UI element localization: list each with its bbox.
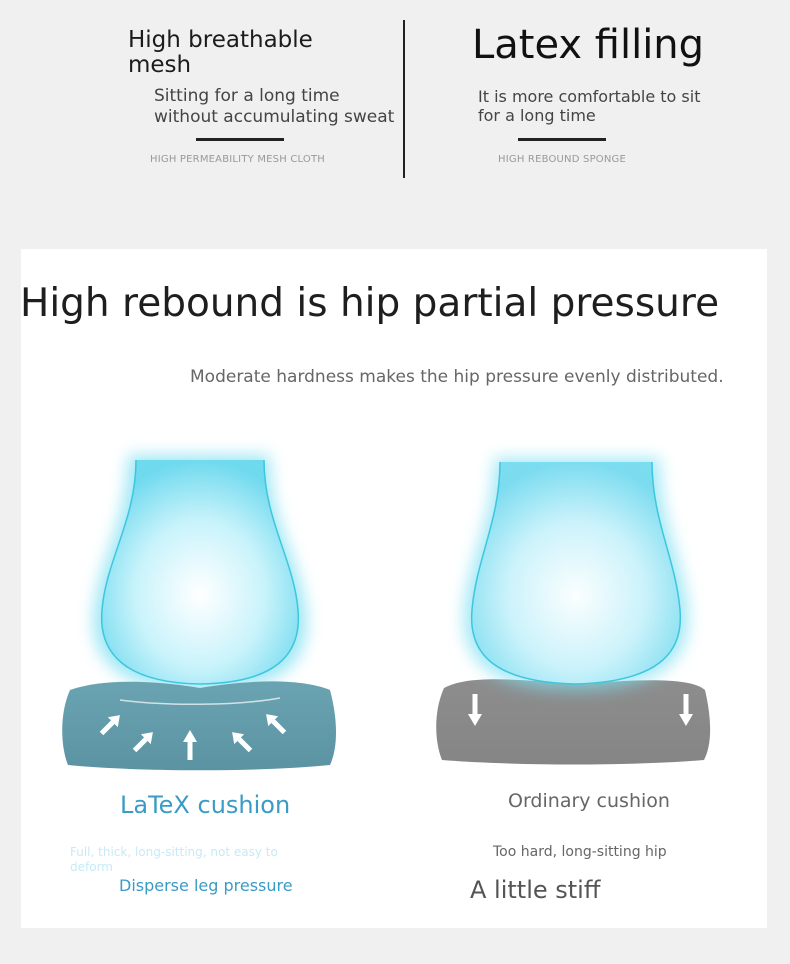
mesh-feature-caption: HIGH PERMEABILITY MESH CLOTH (150, 154, 326, 165)
latex-cushion-benefit: Disperse leg pressure (119, 876, 293, 895)
latex-feature-title: Latex filling (472, 22, 705, 68)
latex-hip-figure (93, 455, 307, 692)
ordinary-cushion-label: Ordinary cushion (508, 790, 670, 812)
latex-feature-description: It is more comfortable to sit for a long time (478, 87, 701, 125)
ordinary-cushion-drawback: A little stiff (470, 876, 601, 904)
ordinary-cushion-note: Too hard, long-sitting hip (493, 844, 667, 860)
comparison-headline: High rebound is hip partial pressure (20, 281, 720, 326)
mesh-feature-description: Sitting for a long time without accumulating sweat (154, 86, 395, 127)
latex-cushion-note: Full, thick, long-sitting, not easy to deform (70, 845, 278, 874)
latex-cushion-label: LaTeX cushion (120, 791, 291, 819)
mesh-feature-title: High breathable mesh (128, 27, 313, 78)
latex-feature-caption: HIGH REBOUND SPONGE (498, 154, 627, 165)
ordinary-hip-figure (464, 458, 689, 690)
latex-cushion-shape (62, 681, 336, 770)
comparison-subheadline: Moderate hardness makes the hip pressure evenly distributed. (190, 367, 724, 387)
